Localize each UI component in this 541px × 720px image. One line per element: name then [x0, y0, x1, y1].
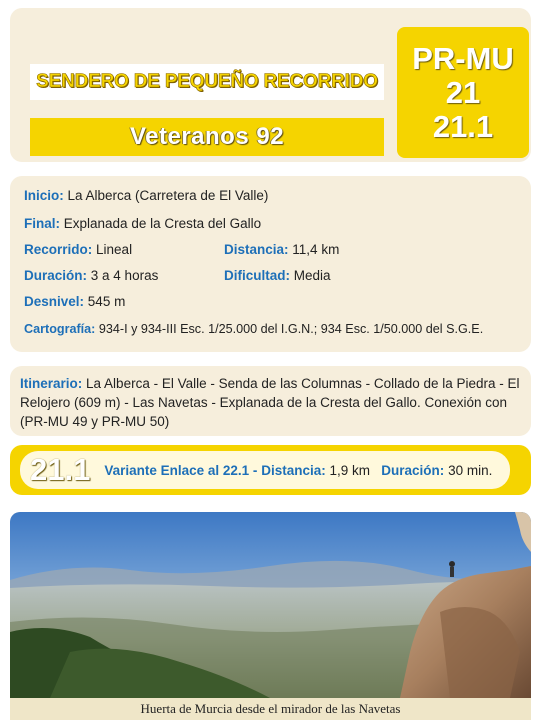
itinerario-label: Itinerario:	[20, 376, 83, 391]
recorrido-value: Lineal	[96, 242, 133, 257]
variant-label: Variante Enlace al 22.1 -	[104, 462, 258, 478]
final-row	[24, 216, 261, 231]
variant-duracion-value: 30 min.	[448, 462, 493, 478]
variant-distancia-value: 1,9 km	[329, 462, 371, 478]
final-value: Explanada de la Cresta del Gallo	[63, 216, 262, 231]
dificultad-row	[224, 268, 331, 283]
itinerario-paragraph	[20, 374, 520, 431]
desnivel-label: Desnivel:	[24, 294, 85, 309]
final-label: Final:	[24, 216, 60, 231]
duracion-label: Duración:	[24, 268, 88, 283]
distancia-row	[224, 242, 339, 257]
dificultad-label: Dificultad:	[224, 268, 290, 283]
desnivel-row	[24, 294, 125, 309]
variant-bar	[10, 445, 531, 495]
desnivel-value: 545 m	[87, 294, 126, 309]
recorrido-label: Recorrido:	[24, 242, 93, 257]
itinerario-text: La Alberca - El Valle - Senda de las Columnas - Collado de la Piedra - El Relojero (609 m) - Las Navetas - Explanada de la Cresta del Gallo. Conexión con (PR-MU 49 y PR-MU 50)	[20, 376, 520, 429]
variant-distancia-label: Distancia:	[261, 462, 326, 478]
header-panel	[10, 8, 531, 162]
cartografia-row	[24, 322, 483, 336]
variant-duracion-label: Duración:	[381, 462, 445, 478]
photo-caption: Huerta de Murcia desde el mirador de las Navetas	[10, 698, 531, 720]
variant-number: 21.1	[30, 452, 91, 487]
itinerario-panel	[10, 366, 531, 436]
route-code-badge	[397, 27, 529, 158]
code-line-2: 21	[445, 74, 481, 110]
distancia-value: 11,4 km	[292, 242, 340, 257]
duracion-value: 3 a 4 horas	[90, 268, 159, 283]
route-title: Veteranos 92	[30, 118, 384, 156]
inicio-value: La Alberca (Carretera de El Valle)	[67, 188, 269, 203]
landscape-photo-image	[10, 512, 531, 698]
cartografia-value: 934-I y 934-III Esc. 1/25.000 del I.G.N.; 934 Esc. 1/50.000 del S.G.E.	[98, 322, 484, 336]
sendero-label: SENDERO DE PEQUEÑO RECORRIDO	[30, 64, 384, 100]
variant-details	[104, 463, 492, 478]
code-line-1: PR-MU	[412, 40, 514, 76]
landscape-photo	[10, 512, 531, 720]
duracion-row	[24, 268, 158, 283]
cartografia-label: Cartografía:	[24, 322, 96, 336]
code-line-3: 21.1	[432, 108, 494, 144]
inicio-row	[24, 188, 268, 203]
info-panel	[10, 176, 531, 352]
recorrido-row	[24, 242, 132, 257]
variant-pill	[20, 451, 510, 489]
distancia-label: Distancia:	[224, 242, 289, 257]
inicio-label: Inicio:	[24, 188, 64, 203]
dificultad-value: Media	[293, 268, 331, 283]
